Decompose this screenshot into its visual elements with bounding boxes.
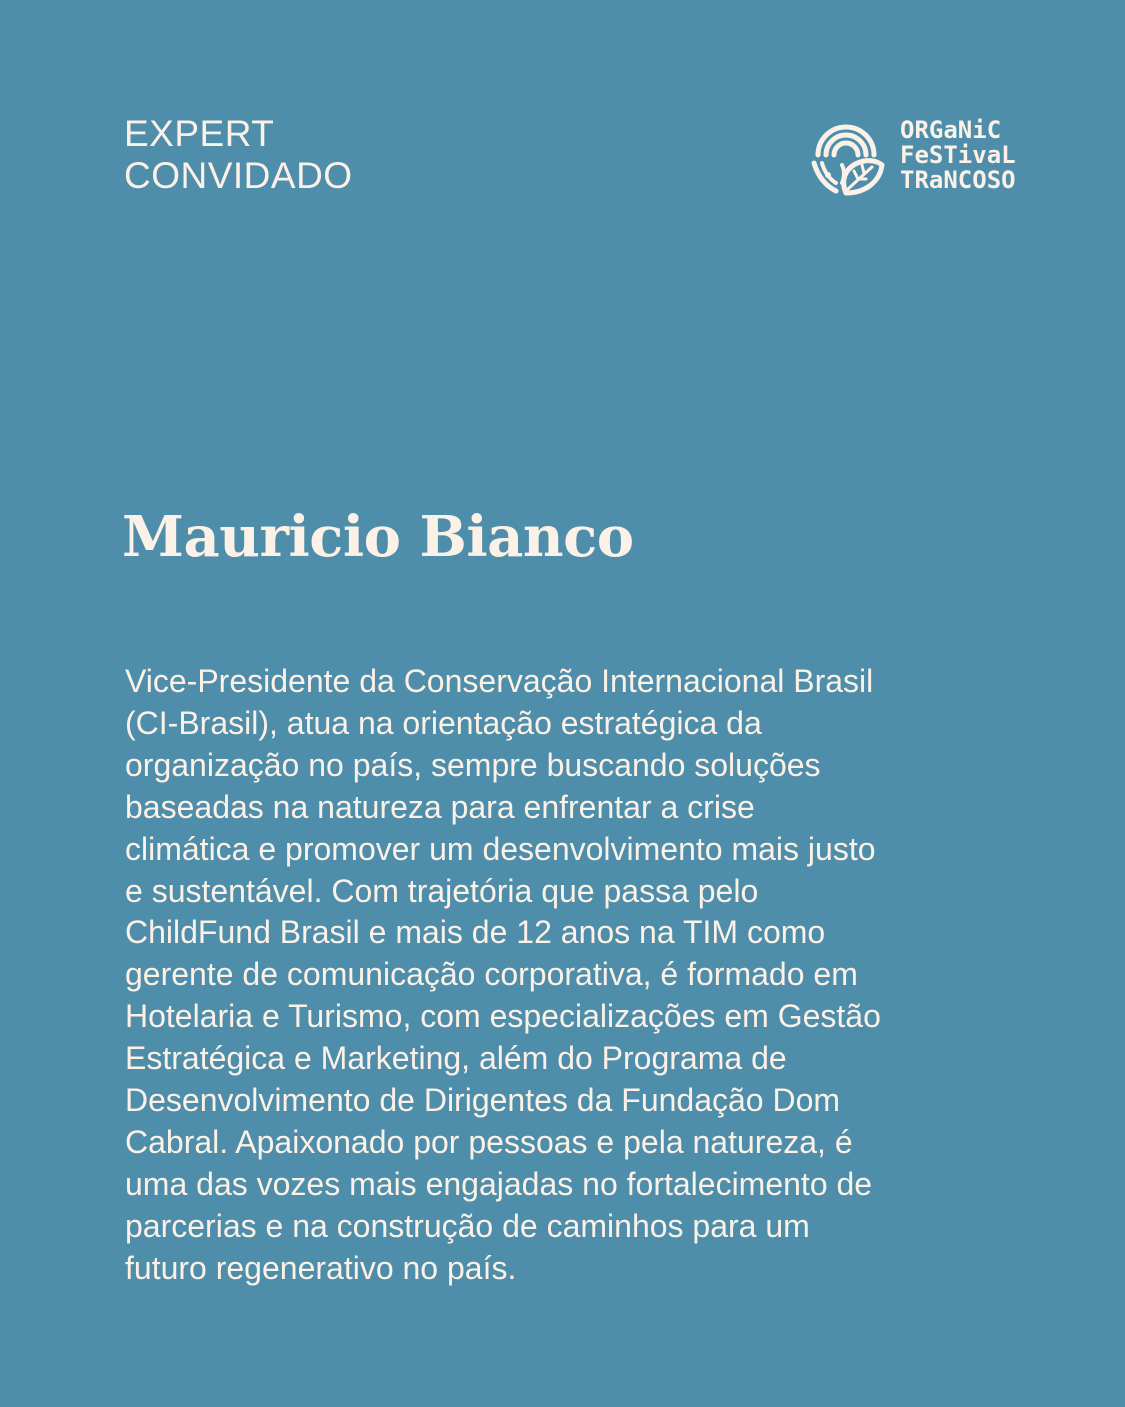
bio-line: Desenvolvimento de Dirigentes da Fundação Dom <box>125 1082 841 1119</box>
bio-line: futuro regenerativo no país. <box>125 1249 517 1286</box>
organic-festival-logo <box>806 110 1016 200</box>
bio-line: ChildFund Brasil e mais de 12 anos na TIM como <box>125 914 826 951</box>
bio-line: Estratégica e Marketing, além do Programa de <box>125 1040 787 1077</box>
bio-line: baseadas na natureza para enfrentar a crise <box>125 788 755 825</box>
bio-line: (CI-Brasil), atua na orientação estratégica da <box>125 704 762 741</box>
bio-line: Vice-Presidente da Conservação Internacional Brasil <box>125 663 874 699</box>
bio-line: climática e promover um desenvolvimento mais justo <box>125 830 876 867</box>
expert-bio <box>125 661 1005 1290</box>
header-line-expert: EXPERT <box>124 113 275 154</box>
logo-text-trancoso: TRaNCOSO <box>900 165 1016 194</box>
expert-name: Mauricio Bianco <box>122 504 634 570</box>
bio-line: Hotelaria e Turismo, com especializações em Gestão <box>125 998 881 1035</box>
header-label <box>124 113 353 197</box>
bio-line: e sustentável. Com trajetória que passa pelo <box>125 872 759 909</box>
bio-line: parcerias e na construção de caminhos para um <box>125 1207 810 1244</box>
logo-text-festival: FeSTivaL <box>900 140 1016 169</box>
bio-line: gerente de comunicação corporativa, é formado em <box>125 956 858 993</box>
bio-line: Cabral. Apaixonado por pessoas e pela natureza, é <box>125 1123 853 1160</box>
bio-line: uma das vozes mais engajadas no fortalecimento de <box>125 1165 873 1202</box>
logo-text-organic: ORGaNiC <box>900 115 1002 144</box>
bio-line: organização no país, sempre buscando soluções <box>125 746 821 783</box>
logo-wordmark <box>900 115 1016 194</box>
header-line-convidado: CONVIDADO <box>124 155 353 196</box>
organic-festival-emblem-icon <box>806 113 886 197</box>
